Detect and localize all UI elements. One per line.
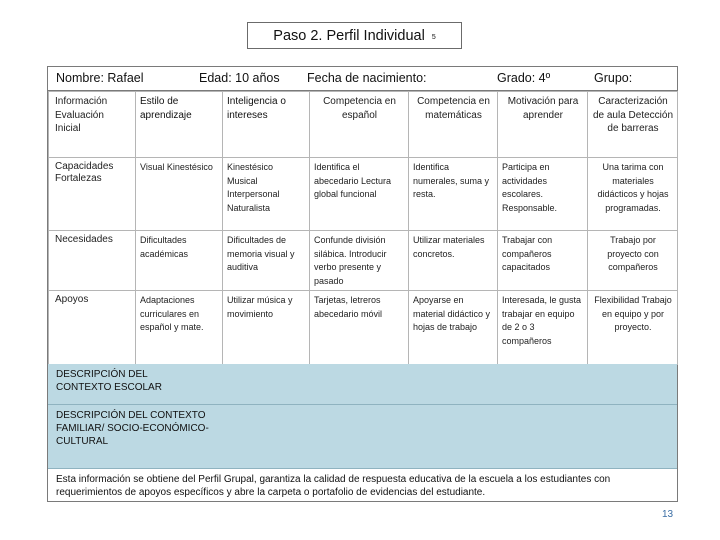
- header-cell: Información Evaluación Inicial: [49, 92, 136, 158]
- table-cell: Kinestésico Musical Interpersonal Naturalista: [223, 158, 310, 231]
- table-row: [49, 231, 678, 291]
- table-cell: Trabajo por proyecto con compañeros: [588, 231, 678, 291]
- table-cell: Participa en actividades escolares. Responsable.: [498, 158, 588, 231]
- table-cell: Dificultades académicas: [136, 231, 223, 291]
- family-context-section: [48, 405, 677, 469]
- table-cell: Trabajar con compañeros capacitados: [498, 231, 588, 291]
- table-cell: Interesada, le gusta trabajar en equipo de 2 o 3 compañeros: [498, 291, 588, 365]
- profile-table: [48, 91, 678, 365]
- slide-title: [247, 22, 462, 49]
- table-cell: Flexibilidad Trabajo en equipo y por proyecto.: [588, 291, 678, 365]
- header-cell: Competencia en español: [310, 92, 409, 158]
- row-label: Apoyos: [49, 291, 136, 365]
- student-grade: Grado: 4º: [497, 71, 551, 85]
- table-cell: Adaptaciones curriculares en español y mate.: [136, 291, 223, 365]
- student-age: Edad: 10 años: [199, 71, 280, 85]
- table-row: [49, 158, 678, 231]
- table-header-row: [49, 92, 678, 158]
- table-cell: Utilizar música y movimiento: [223, 291, 310, 365]
- row-label: Capacidades Fortalezas: [49, 158, 136, 231]
- table-cell: Utilizar materiales concretos.: [409, 231, 498, 291]
- header-cell: Motivación para aprender: [498, 92, 588, 158]
- header-cell: Caracterización de aula Detección de barreras: [588, 92, 678, 158]
- table-cell: Confunde división silábica. Introducir verbo presente y pasado: [310, 231, 409, 291]
- birth-date: Fecha de nacimiento:: [307, 71, 427, 85]
- page-number: 13: [662, 509, 674, 520]
- student-group: Grupo:: [594, 71, 633, 85]
- table-cell: Tarjetas, letreros abecedario móvil: [310, 291, 409, 365]
- family-context-label: DESCRIPCIÓN DEL CONTEXTO FAMILIAR/ SOCIO-ECONÓMICO-CULTURAL: [56, 410, 209, 447]
- title-superscript: 5: [431, 34, 436, 41]
- header-cell: Inteligencia o intereses: [223, 92, 310, 158]
- table-cell: Dificultades de memoria visual y auditiva: [223, 231, 310, 291]
- title-text: Paso 2. Perfil Individual: [273, 27, 425, 44]
- header-cell: Estilo de aprendizaje: [136, 92, 223, 158]
- row-label: Necesidades: [49, 231, 136, 291]
- table-cell: Visual Kinestésico: [136, 158, 223, 231]
- student-header: [48, 67, 677, 91]
- student-name: Nombre: Rafael: [56, 71, 144, 85]
- header-cell: Competencia en matemáticas: [409, 92, 498, 158]
- table-cell: Identifica numerales, suma y resta.: [409, 158, 498, 231]
- table-cell: Una tarima con materiales didácticos y hojas programadas.: [588, 158, 678, 231]
- table-cell: Identifica el abecedario Lectura global funcional: [310, 158, 409, 231]
- table-row: [49, 291, 678, 365]
- school-context-label: DESCRIPCIÓN DEL CONTEXTO ESCOLAR: [56, 369, 162, 393]
- footer-note: Esta información se obtiene del Perfil Grupal, garantiza la calidad de respuesta educativa de la escuela a los estudiantes con requerimientos de apoyos específicos y abre la carpeta o portafolio de evidencias del estudiante.: [56, 474, 611, 498]
- profile-sheet: [47, 66, 678, 502]
- table-cell: Apoyarse en material didáctico y hojas de trabajo: [409, 291, 498, 365]
- school-context-section: [48, 364, 677, 405]
